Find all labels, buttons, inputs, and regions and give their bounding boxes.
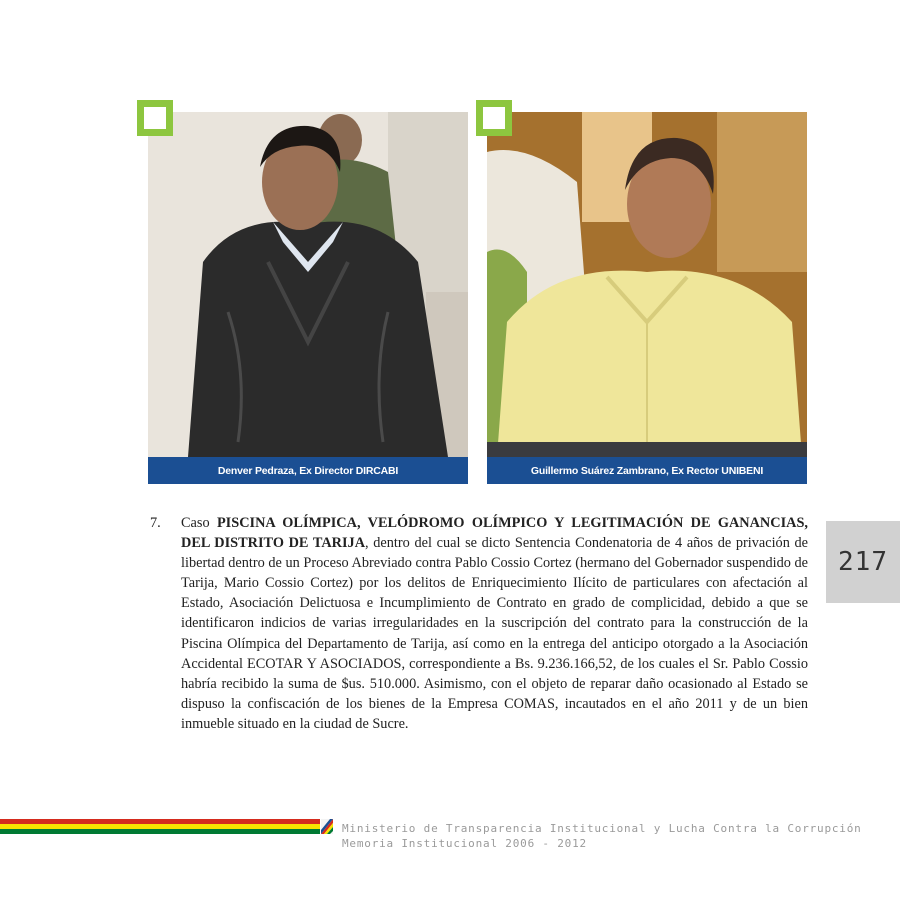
item-intro: Caso — [181, 515, 217, 531]
footer-ministry: Ministerio de Transparencia Institucional y Lucha Contra la Corrupción — [342, 822, 862, 835]
flag-stripes — [0, 819, 320, 834]
photo-guillermo-suarez — [487, 112, 807, 457]
item-number: 7. — [150, 515, 161, 531]
item-body: , dentro del cual se dicto Sentencia Condenatoria de 4 años de privación de libertad dentro de un Proceso Abreviado contra Pablo Cossio Cortez (hermano del Gobernador suspendido de Tarija, Mario Cossio Cortez) por los delitos de Enriquecimiento Ilícito de particulares con afectación al Estado, Asociación Delictuosa e Incumplimiento de Contrato en grado de complicidad, debido a que se identificaron indicios de varias irregularidades en la suscripción del contrato para la construcción de la Piscina Olímpica del Departamento de Tarija, así como en la entrega del anticipo otorgado a la Asociación Accidental ECOTAR Y ASOCIADOS, correspondiente a Bs. 9.236.166,52, de los cuales el Sr. Pablo Cossio habría recibido la suma de $us. 510.000. Asimismo, con el objeto de reparar daño ocasionado al Estado se dispuso la confiscación de los bienes de la Empresa COMAS, incautados en el año 2011 y de un bien inmueble situado en la ciudad de Sucre. — [181, 535, 809, 732]
item-case-title: PISCINA OLÍMPICA, VELÓDROMO OLÍMPICO Y LEGITIMACIÓN DE GANANCIAS, DEL DISTRITO DE TARIJA — [181, 515, 808, 552]
wiphala-flag-icon — [321, 819, 333, 834]
photo-denver-pedraza — [148, 112, 468, 457]
footer-text — [342, 821, 862, 851]
item-paragraph — [181, 513, 808, 734]
corner-accent-mark — [137, 100, 173, 136]
footer-report-title: Memoria Institucional 2006 - 2012 — [342, 837, 587, 850]
page-number-tab — [826, 521, 900, 603]
photo-caption: Guillermo Suárez Zambrano, Ex Rector UNIBENI — [487, 457, 807, 484]
photo-caption: Denver Pedraza, Ex Director DIRCABI — [148, 457, 468, 484]
photo-left — [148, 112, 468, 484]
page-number: 217 — [838, 547, 888, 577]
photo-right — [487, 112, 807, 484]
corner-accent-mark — [476, 100, 512, 136]
